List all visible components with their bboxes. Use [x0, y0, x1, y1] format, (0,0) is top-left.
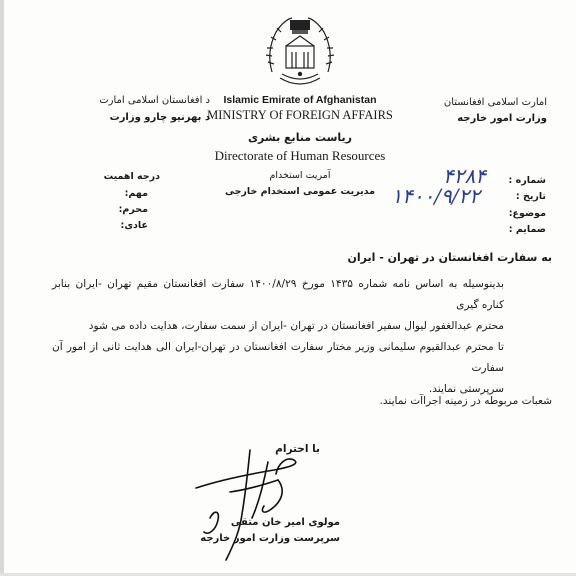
emirate-emblem-icon — [262, 12, 338, 90]
sub-fa-2: مدیریت عمومی استخدام خارجی — [224, 186, 376, 197]
paragraph-line: بدینوسیله به اساس نامه شماره ۱۴۳۵ مورخ ۱۴۰۰/۸/۲۹ سفارت افغانستان مقیم تهران -ایران بنابر کناره گیری — [52, 278, 504, 311]
center-en-line3: Directorate of Human Resources — [214, 148, 386, 163]
center-fa-title: ریاست منابع بشری — [247, 131, 353, 144]
center-en-line1: Islamic Emirate of Afghanistan — [223, 94, 377, 106]
paragraph-line: تا محترم عبدالقیوم سلیمانی وزیر مختار سفارت افغانستان در تهران-ایران الی هدایت ثانی از امور آن سفارت — [52, 341, 504, 374]
header-right-line1: امارت اسلامی افغانستان — [443, 97, 547, 108]
center-en-line2: MINISTRY Of FOREIGN AFFAIRS — [207, 108, 393, 122]
sub-fa-1: آمریت استخدام — [269, 170, 331, 181]
priority-item-confidential: محرم: — [118, 204, 148, 215]
recipient-line: به سفارت افغانستان در تهران - ایران — [347, 251, 552, 264]
handwritten-number: ۴۲۸۴ — [443, 164, 486, 188]
signer-title: سرپرست وزارت امور خارجه — [200, 533, 340, 544]
signer-name: مولوی امیر خان متقی — [230, 517, 340, 528]
paragraph-line: سرپرستی نمایند. — [428, 383, 504, 395]
priority-item-important: مهم: — [124, 188, 148, 199]
page-edge-left — [0, 0, 4, 576]
letter-paragraph — [52, 274, 504, 400]
attachments-label: ضمایم : — [508, 224, 546, 235]
subject-label: موضوع: — [508, 208, 546, 219]
header-left-line2: د بهرنیو چارو وزارت — [109, 112, 210, 123]
priority-item-normal: عادی: — [120, 220, 148, 231]
closing-line: شعبات مربوطه در زمینه اجراآت نمایند. — [379, 395, 552, 407]
header-right-line2: وزارت امور خارجه — [457, 113, 547, 124]
handwritten-signature — [190, 440, 340, 570]
regards: با احترام — [275, 443, 320, 455]
handwritten-date: ۱۴۰۰/۹/۲۲ — [391, 184, 480, 208]
paragraph-line: محترم عبدالغفور لیوال سفیر افغانستان در تهران -ایران از سمت سفارت، هدایت داده می شود — [88, 320, 504, 332]
priority-title: درجه اهمیت — [103, 171, 160, 182]
header-left-line1: د افغانستان اسلامی امارت — [99, 95, 210, 106]
number-label: شماره : — [508, 175, 546, 186]
date-label: تاریخ : — [515, 191, 546, 202]
